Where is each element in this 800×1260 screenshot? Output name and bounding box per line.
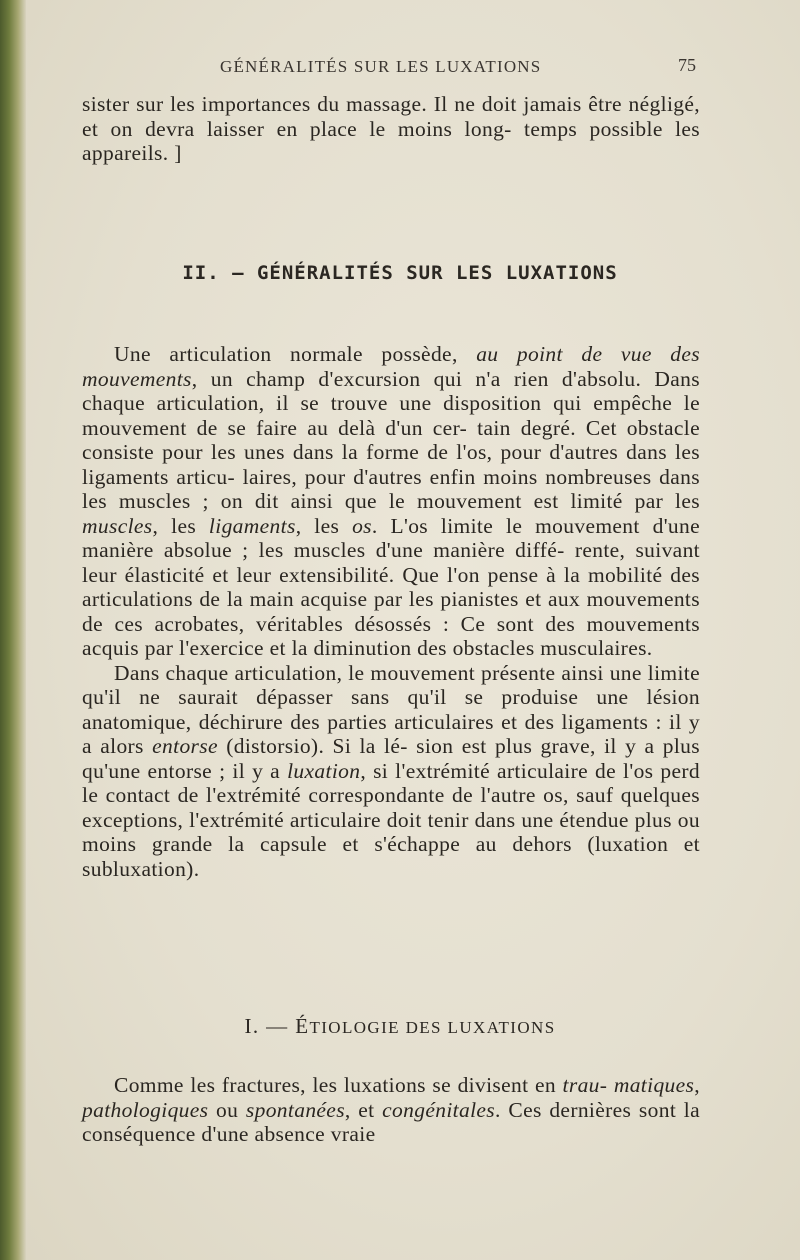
text-line: (distorsio). Si la lé- xyxy=(217,734,408,758)
italic-word: entorse xyxy=(152,734,218,758)
italic-word: pathologiques xyxy=(82,1097,209,1122)
page-number: 75 xyxy=(678,55,696,75)
text-line: Ces dernières sont la conséquence d'une absence vraie xyxy=(82,1097,700,1146)
continued-paragraph xyxy=(82,92,700,166)
text-line: une lésion anatomique, déchirure des parties articulaires xyxy=(82,685,700,734)
text-line: Dans chaque articulation, il se trouve une disposition xyxy=(82,366,700,415)
subsection-title: TIOLOGIE DES LUXATIONS xyxy=(309,1018,556,1037)
text-line: de l'extrémité correspondante de l'autre os, sauf quelques xyxy=(177,783,701,807)
text-line: muscles ; on dit ainsi que le mouvement est limité par les xyxy=(118,489,700,513)
text-line: et des ligaments : il y a alors xyxy=(82,709,700,758)
paragraph-limite xyxy=(82,661,700,882)
italic-word: os xyxy=(352,513,372,538)
section-heading: II. — GÉNÉRALITÉS SUR LES LUXATIONS xyxy=(182,262,618,284)
text-line: rente, suivant leur élasticité et leur extensibilité. Que xyxy=(82,538,700,587)
running-header: GÉNÉRALITÉS SUR LES LUXATIONS xyxy=(220,57,542,76)
text-line: Dans chaque articulation, le mouvement présente ainsi xyxy=(114,660,604,685)
paragraph-fractures xyxy=(82,1073,700,1147)
italic-word: trau- xyxy=(562,1073,608,1097)
italic-word: congénitales xyxy=(382,1097,496,1122)
text-line: une limite qu'il ne saurait dépasser sans qu'il se produise xyxy=(82,660,701,709)
text-line: exceptions, l'extrémité articulaire doit tenir dans une xyxy=(82,807,554,832)
italic-word: muscles xyxy=(82,513,153,538)
text-fragment: , les xyxy=(295,513,353,538)
italic-phrase: mouvements xyxy=(82,366,192,391)
text-line: l'exercice et la diminution des obstacles musculaires. xyxy=(179,636,653,660)
text-line: sion est plus grave, il y a plus qu'une entorse ; il y a xyxy=(82,734,700,783)
text-line: dehors (luxation et subluxation). xyxy=(82,832,701,881)
text-line: qui empêche le mouvement de se faire au delà d'un cer- xyxy=(82,391,700,440)
text-line: , un champ d'excursion qui n'a rien d'absolu. xyxy=(191,366,642,391)
italic-word: ligaments xyxy=(208,513,296,538)
text-line: par les pianistes et aux mouvements de ces acrobates, xyxy=(82,587,700,636)
text-line: véritables désossés : Ce sont des mouvements acquis par xyxy=(82,611,700,660)
text-line: sister sur les importances du massage. Il ne doit jamais xyxy=(82,92,582,116)
text-line: , si l'extrémité articulaire de l'os perd le contact xyxy=(82,758,701,807)
text-line: forme de l'os, pour d'autres dans les ligaments articu- xyxy=(82,440,700,489)
italic-word: luxation xyxy=(287,758,361,783)
italic-word: matiques xyxy=(613,1073,695,1097)
book-spine-shadow xyxy=(0,0,26,1260)
subsection-initial: É xyxy=(295,1014,310,1038)
text-fragment: , les xyxy=(152,513,209,538)
text-line: l'on pense à la mobilité des articulations de la main acquise xyxy=(82,562,700,611)
text-fragment: . xyxy=(495,1097,501,1122)
body-text xyxy=(82,342,700,881)
text-line: laires, pour d'autres enfin moins nombreuses dans les xyxy=(82,464,700,513)
body-text-etiologie xyxy=(82,1073,700,1147)
text-line: d'une manière absolue ; les muscles d'une manière diffé- xyxy=(82,513,701,562)
text-line: . L'os limite le mouvement xyxy=(371,513,640,538)
paragraph-articulation xyxy=(82,342,700,661)
text-line: Une articulation normale possède, xyxy=(114,342,477,366)
italic-phrase: au point de vue des xyxy=(476,342,700,366)
text-line: Comme les fractures, les luxations se divisent en xyxy=(114,1073,563,1097)
italic-word: spontanées xyxy=(245,1097,345,1122)
text-fragment: ou xyxy=(208,1097,246,1122)
text-line: temps possible les appareils. ] xyxy=(82,116,701,165)
text-line: tain degré. Cet obstacle consiste pour les unes dans la xyxy=(82,415,701,464)
text-fragment: , xyxy=(694,1073,700,1097)
subsection-number: I. — xyxy=(244,1014,296,1038)
text-line: être négligé, et on devra laisser en place le moins long- xyxy=(82,92,700,141)
text-line: étendue plus ou moins grande la capsule et s'échappe au xyxy=(82,807,700,856)
text-fragment: , et xyxy=(344,1097,383,1122)
subsection-heading xyxy=(0,1014,800,1039)
